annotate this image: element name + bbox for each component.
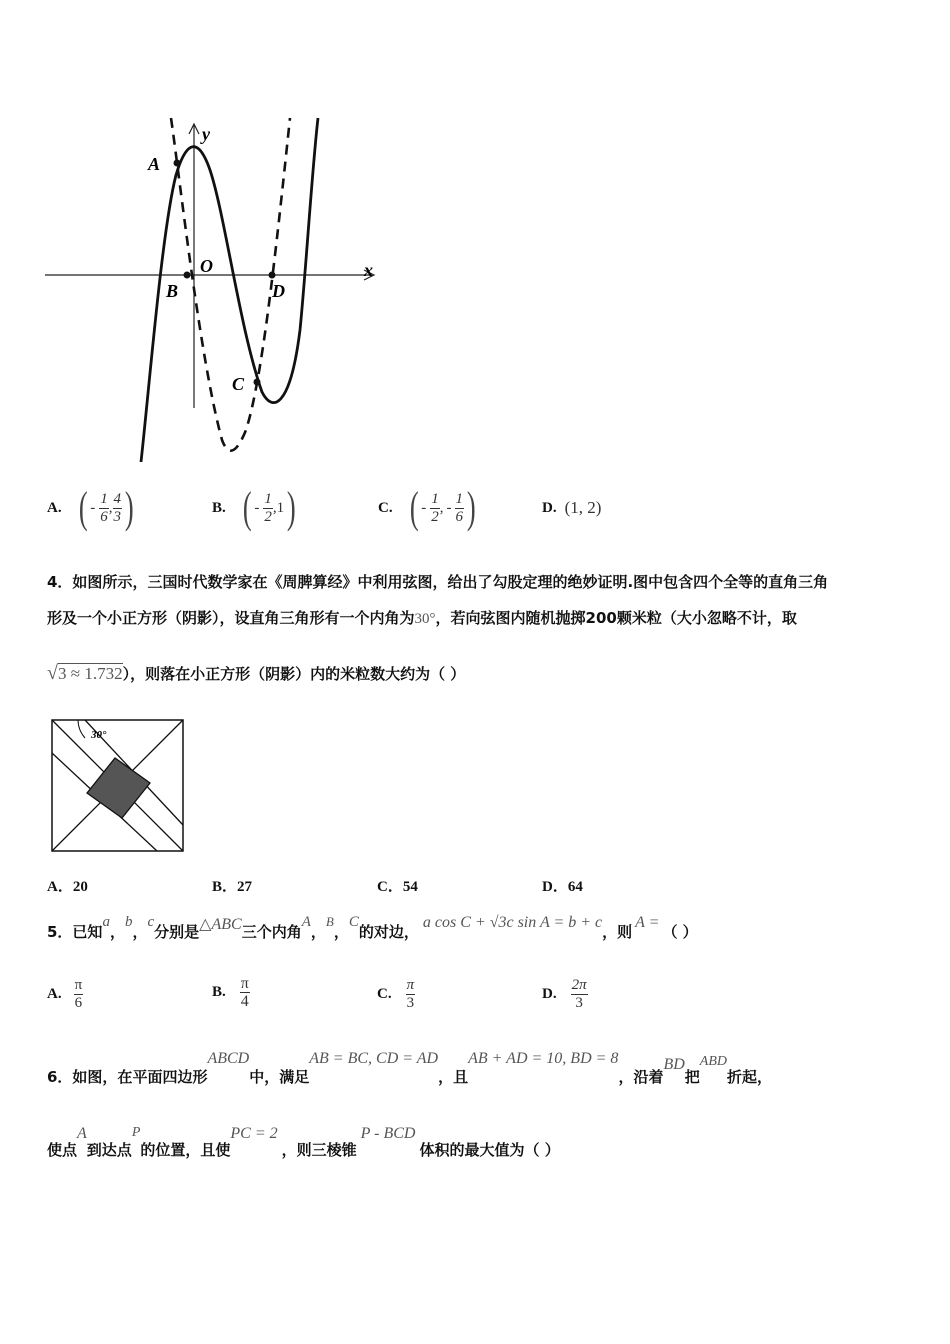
sqrt-expression: √ 3 ≈ 1.732 <box>47 662 123 684</box>
label-C: C <box>232 374 245 394</box>
cubic-parabola-graph <box>40 112 385 462</box>
option-value: $\frac{\pi}{6}$ <box>74 976 83 1011</box>
label-A: A <box>148 154 161 174</box>
option-label: C. <box>378 499 393 516</box>
point-A <box>174 160 181 167</box>
label-D: D <box>272 281 285 301</box>
option-value: (1, 2) <box>564 498 602 517</box>
q5-stem: 5．已知 a ， b ， c 分别是 △ABC 三个内角 A ， B ， C 的对边， a cos C + √3c sin A = b + c ，则 A = （ ） <box>47 914 698 941</box>
label-y: y <box>202 124 210 144</box>
option-label: A. <box>47 499 62 516</box>
q3-option-a[interactable] <box>47 483 137 532</box>
q4-option-c[interactable] <box>377 875 418 896</box>
q4-line1: 4．如图所示，三国时代数学家在《周脾算经》中利用弦图，给出了勾股定理的绝妙证明.图中包含四个全等的直角三角 <box>47 573 829 591</box>
option-value: 20 <box>72 879 88 895</box>
q4-option-d[interactable] <box>542 875 583 896</box>
q4-line3: √ 3 ≈ 1.732 ），则落在小正方形（阴影）内的米粒数大约为（ ） <box>47 662 466 684</box>
q5-option-d[interactable] <box>542 974 588 1014</box>
label-O: O <box>200 256 213 276</box>
option-value: $\frac{\pi}{3}$ <box>406 976 415 1011</box>
option-value: 54 <box>402 879 418 895</box>
q5-option-b[interactable] <box>212 970 250 1014</box>
label-B: B <box>166 281 179 301</box>
option-value: ( - $\frac{1}{6}$ , $\frac{4}{3}$ ) <box>78 483 134 532</box>
q5-option-c[interactable] <box>377 974 415 1014</box>
q4-option-b[interactable] <box>212 875 252 896</box>
option-label: C． <box>377 879 403 895</box>
point-C <box>254 379 261 386</box>
q3-option-d[interactable] <box>542 486 601 530</box>
option-label: A． <box>47 879 73 895</box>
label-x: x <box>364 260 373 280</box>
option-value: ( - $\frac{1}{2}$ , 1 ) <box>242 483 296 532</box>
option-label: D． <box>542 879 568 895</box>
option-label: B． <box>212 879 238 895</box>
angle-label: 30° <box>91 729 107 741</box>
option-value: $\frac{\pi}{4}$ <box>240 974 249 1010</box>
q3-option-c[interactable] <box>378 483 479 532</box>
point-B <box>184 272 191 279</box>
point-D <box>269 272 276 279</box>
q6-line2: 使点 A 到达点 P 的位置，且使 PC = 2 ，则三棱锥 P - BCD 体积的最大值为（ ） <box>47 1125 560 1159</box>
angle-arc <box>78 720 85 738</box>
option-label: A. <box>47 985 62 1002</box>
q6-line1: 6．如图，在平面四边形 ABCD 中，满足 AB = BC, CD = AD ，且 AB + AD = 10, BD = 8 ，沿着 BD 把 ABD 折起， <box>47 1050 773 1086</box>
option-label: D. <box>542 985 557 1002</box>
option-label: D. <box>542 499 557 516</box>
option-label: B. <box>212 499 226 516</box>
option-label: C. <box>377 985 392 1002</box>
q4-option-a[interactable] <box>47 875 88 896</box>
option-value: $\frac{2\pi}{3}$ <box>571 976 587 1011</box>
q4-line2: 形及一个小正方形（阴影），设直角三角形有一个内角为30°，若向弦图内随机抛掷200颗米粒（大小忽略不计，取 <box>47 609 797 627</box>
option-value: ( - $\frac{1}{2}$ , - $\frac{1}{6}$ ) <box>409 483 476 532</box>
q3-option-b[interactable] <box>212 483 299 532</box>
option-value: 27 <box>237 879 253 895</box>
option-value: 64 <box>567 879 583 895</box>
option-label: B. <box>212 983 226 1000</box>
q5-option-a[interactable] <box>47 974 83 1014</box>
chord-diagram <box>50 718 186 854</box>
